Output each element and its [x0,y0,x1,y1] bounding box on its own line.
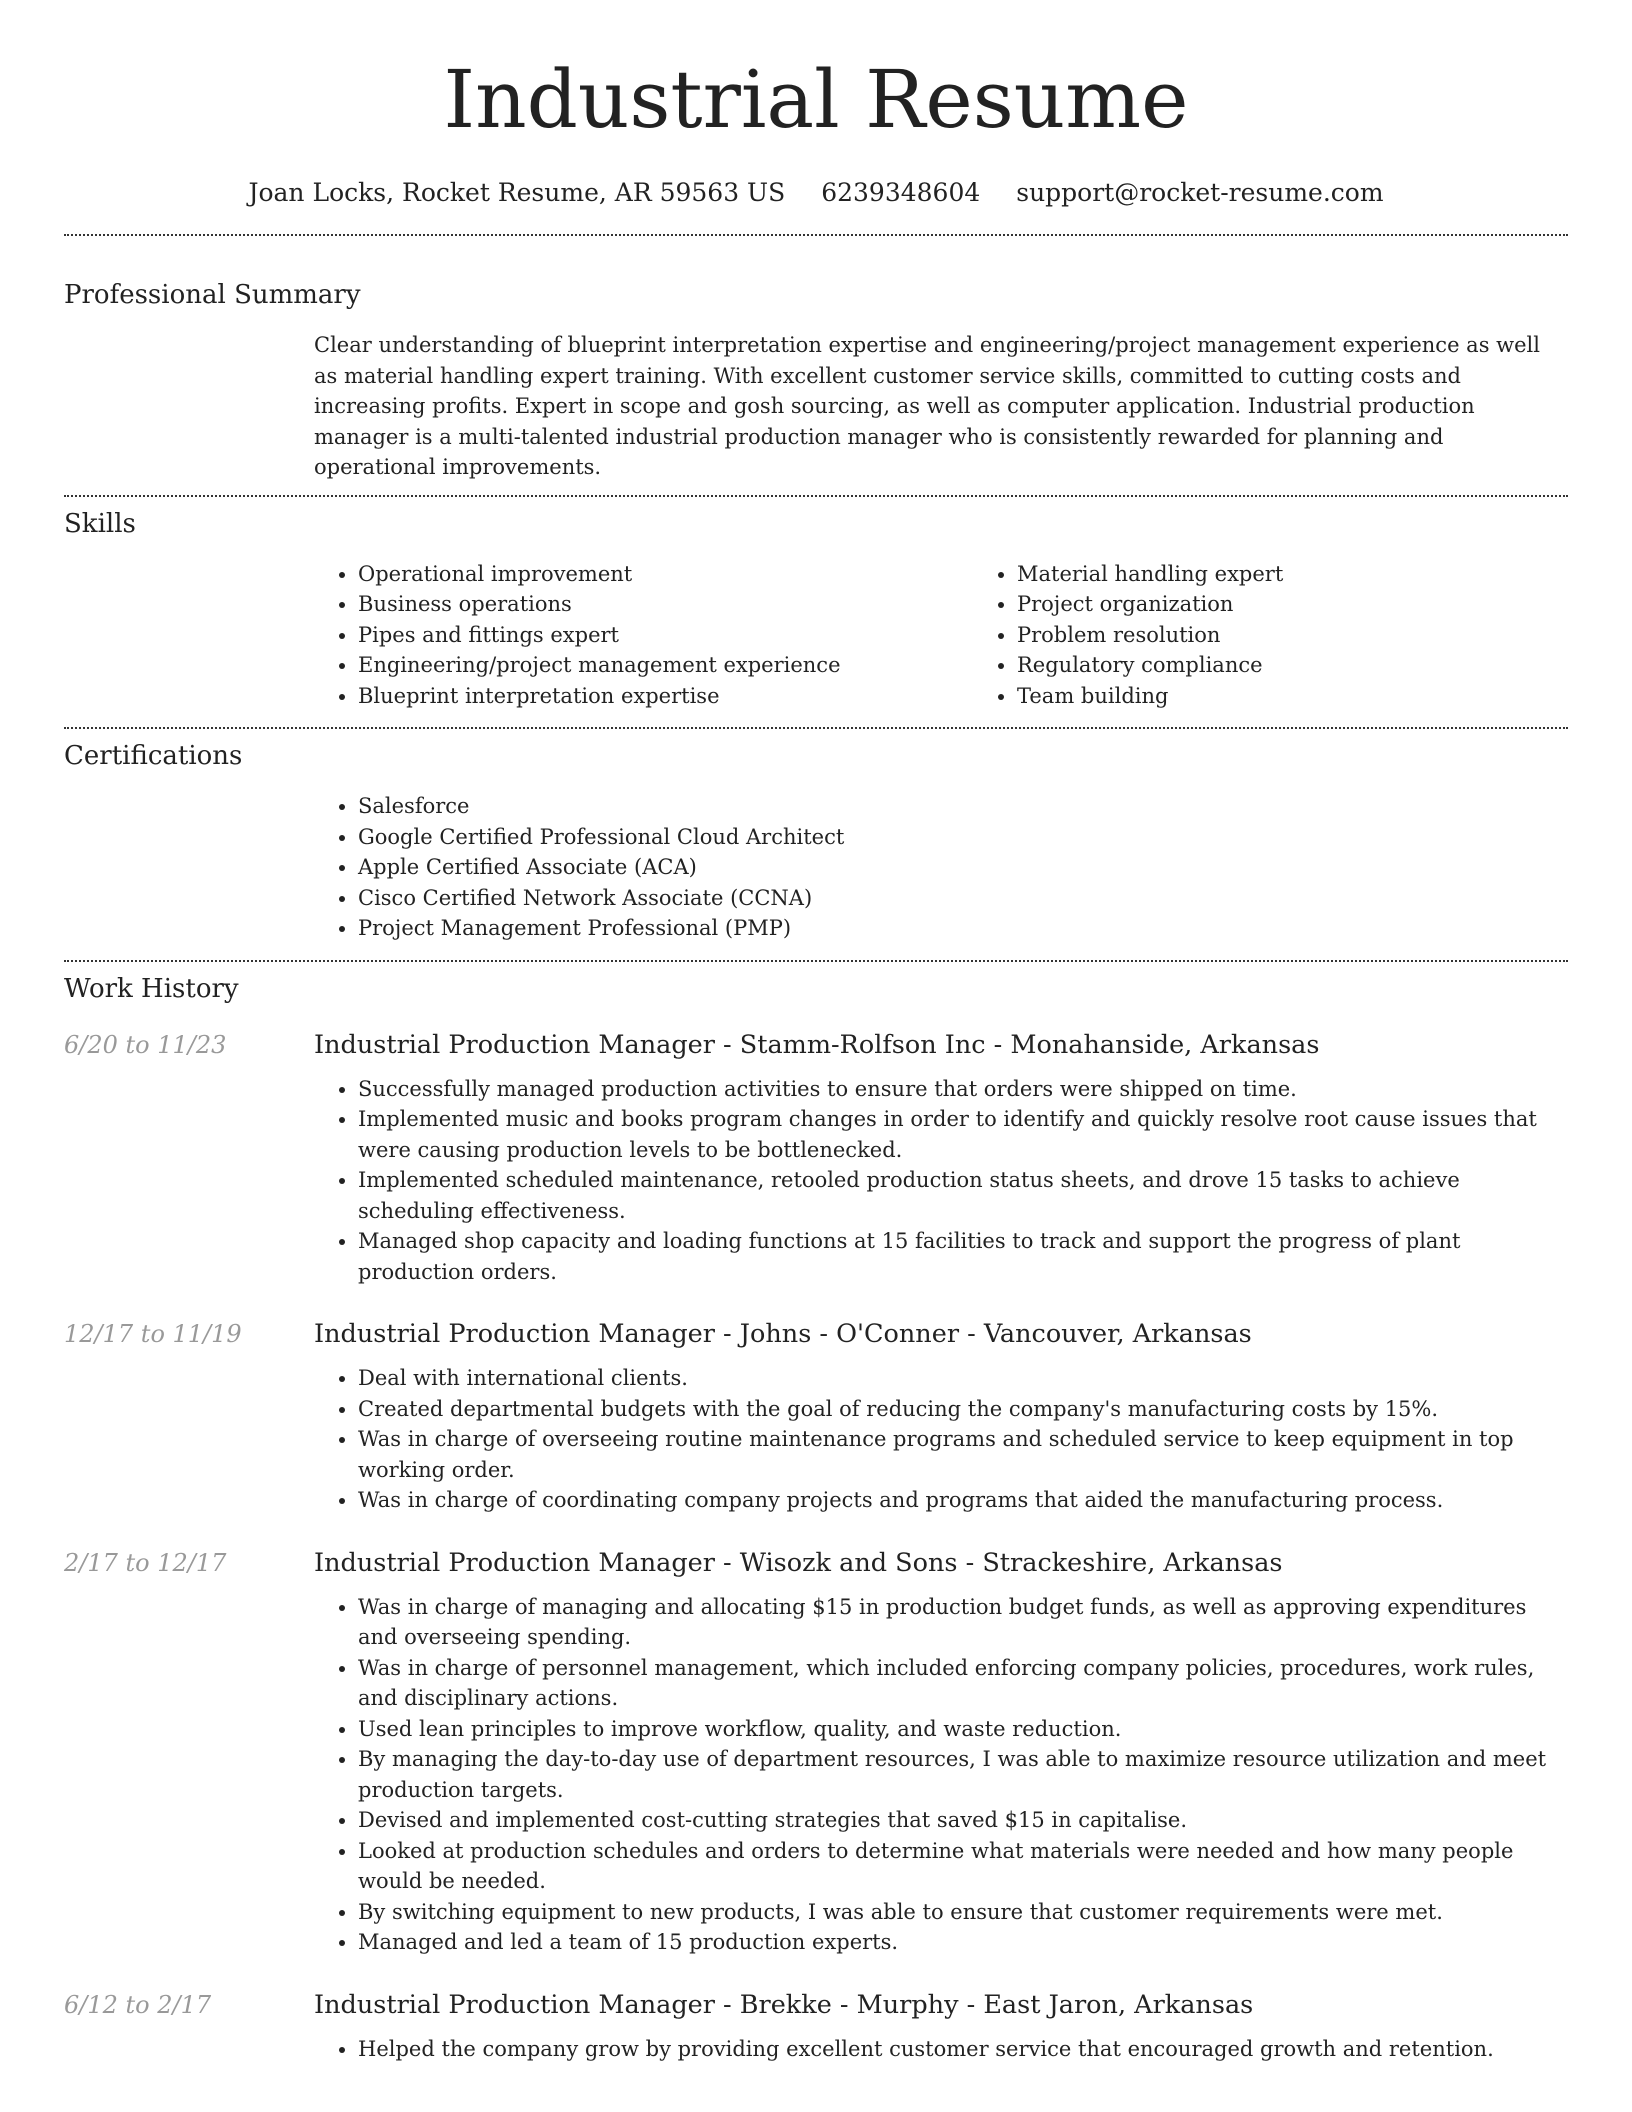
job-bullets [314,2034,1568,2065]
job-bullet: • Successfully managed production activities to ensure that orders were shipped on time. [358,1074,1568,1105]
summary-text: Clear understanding of blueprint interpretation expertise and engineering/project management experience as well as material handling expert training. With excellent customer service skills, committed to cutting costs and increasing profits. Expert in scope and gosh sourcing, as well as computer application. Industrial production manager is a multi-talented industrial production manager who is consistently rewarded for planning and operational improvements. [314,333,1540,479]
job-bullet: • Implemented scheduled maintenance, retooled production status sheets, and drove 15 tasks to achieve scheduling effectiveness. [358,1165,1568,1226]
job-title: Industrial Production Manager - Stamm-Rolfson Inc - Monahanside, Arkansas [314,1029,1320,1060]
job-list [64,1028,1568,2065]
certification-item: • Cisco Certified Network Associate (CCNA) [358,883,1568,914]
resume-title: Industrial Resume [443,53,1189,146]
job-bullet: • Used lean principles to improve workflow, quality, and waste reduction. [358,1714,1568,1745]
skill-item: • Pipes and fittings expert [358,620,973,651]
job-bullet: • Devised and implemented cost-cutting strategies that saved $15 in capitalise. [358,1805,1568,1836]
skill-item: • Business operations [358,589,973,620]
skill-item: • Project organization [1017,589,1632,620]
job-bullet: • Was in charge of coordinating company projects and programs that aided the manufacturing process. [358,1485,1568,1516]
job-bullet: • Managed shop capacity and loading functions at 15 facilities to track and support the progress of plant production orders. [358,1226,1568,1287]
job-title: Industrial Production Manager - Wisozk and Sons - Strackeshire, Arkansas [314,1547,1283,1578]
job-bullet: • By switching equipment to new products, I was able to ensure that customer requirements were met. [358,1897,1568,1928]
job-title: Industrial Production Manager - Johns - O'Conner - Vancouver, Arkansas [314,1319,1252,1349]
section-heading-work: Work History [64,973,239,1004]
job-title: Industrial Production Manager - Brekke - Murphy - East Jaron, Arkansas [314,1989,1254,2020]
job-bullet: • Helped the company grow by providing excellent customer service that encouraged growth and retention. [358,2034,1568,2065]
contact-email[interactable]: support@rocket-resume.com [1016,178,1384,207]
job-bullet: • Managed and led a team of 15 production experts. [358,1927,1568,1958]
certification-item: • Project Management Professional (PMP) [358,913,1568,944]
divider [64,960,1568,962]
job-bullet: • Implemented music and books program changes in order to identify and quickly resolve root cause issues that were causing production levels to be bottlenecked. [358,1104,1568,1165]
job-bullet: • Was in charge of personnel management, which included enforcing company policies, procedures, work rules, and disciplinary actions. [358,1653,1568,1714]
skill-item: • Problem resolution [1017,620,1632,651]
skills-list-right [973,559,1632,712]
job-bullets [314,1074,1568,1288]
section-heading-skills: Skills [64,508,136,539]
job-bullets [314,1363,1568,1516]
skill-item: • Team building [1017,681,1632,712]
job-dates: 6/20 to 11/23 [64,1030,227,1059]
job-bullet: • Was in charge of managing and allocating $15 in production budget funds, as well as approving expenditures and overseeing spending. [358,1592,1568,1653]
divider [64,234,1568,236]
work-section [64,972,1568,2065]
section-heading-certifications: Certifications [64,741,243,771]
divider [64,727,1568,729]
job-entry [64,1546,1568,1958]
certification-item: • Salesforce [358,791,1568,822]
certification-item: • Apple Certified Associate (ACA) [358,852,1568,883]
job-dates: 12/17 to 11/19 [64,1320,242,1348]
job-dates: 2/17 to 12/17 [64,1548,227,1577]
section-heading-summary: Professional Summary [64,280,361,310]
skill-item: • Engineering/project management experience [358,650,973,681]
job-entry [64,1317,1568,1516]
contact-line [64,176,1568,210]
job-bullet: • Was in charge of overseeing routine maintenance programs and scheduled service to keep equipment in top working order. [358,1424,1568,1485]
contact-address: Joan Locks, Rocket Resume, AR 59563 US [248,178,786,207]
job-bullet: • Looked at production schedules and orders to determine what materials were needed and how many people would be needed. [358,1836,1568,1897]
skill-item: • Blueprint interpretation expertise [358,681,973,712]
job-entry [64,1988,1568,2065]
skill-item: • Regulatory compliance [1017,650,1632,681]
job-entry [64,1028,1568,1288]
skill-item: • Operational improvement [358,559,973,590]
skill-item: • Material handling expert [1017,559,1632,590]
skills-list-left [314,559,973,712]
certifications-list [314,791,1568,944]
skills-section [64,507,1568,728]
contact-phone: 6239348604 [821,178,981,207]
certification-item: • Google Certified Professional Cloud Architect [358,822,1568,853]
job-bullet: • Deal with international clients. [358,1363,1568,1394]
job-bullets [314,1592,1568,1958]
job-bullet: • Created departmental budgets with the goal of reducing the company's manufacturing costs by 15%. [358,1394,1568,1425]
summary-section [64,278,1568,495]
certifications-section [64,739,1568,960]
divider [64,495,1568,497]
job-dates: 6/12 to 2/17 [64,1990,212,2019]
job-bullet: • By managing the day-to-day use of department resources, I was able to maximize resource utilization and meet production targets. [358,1744,1568,1805]
